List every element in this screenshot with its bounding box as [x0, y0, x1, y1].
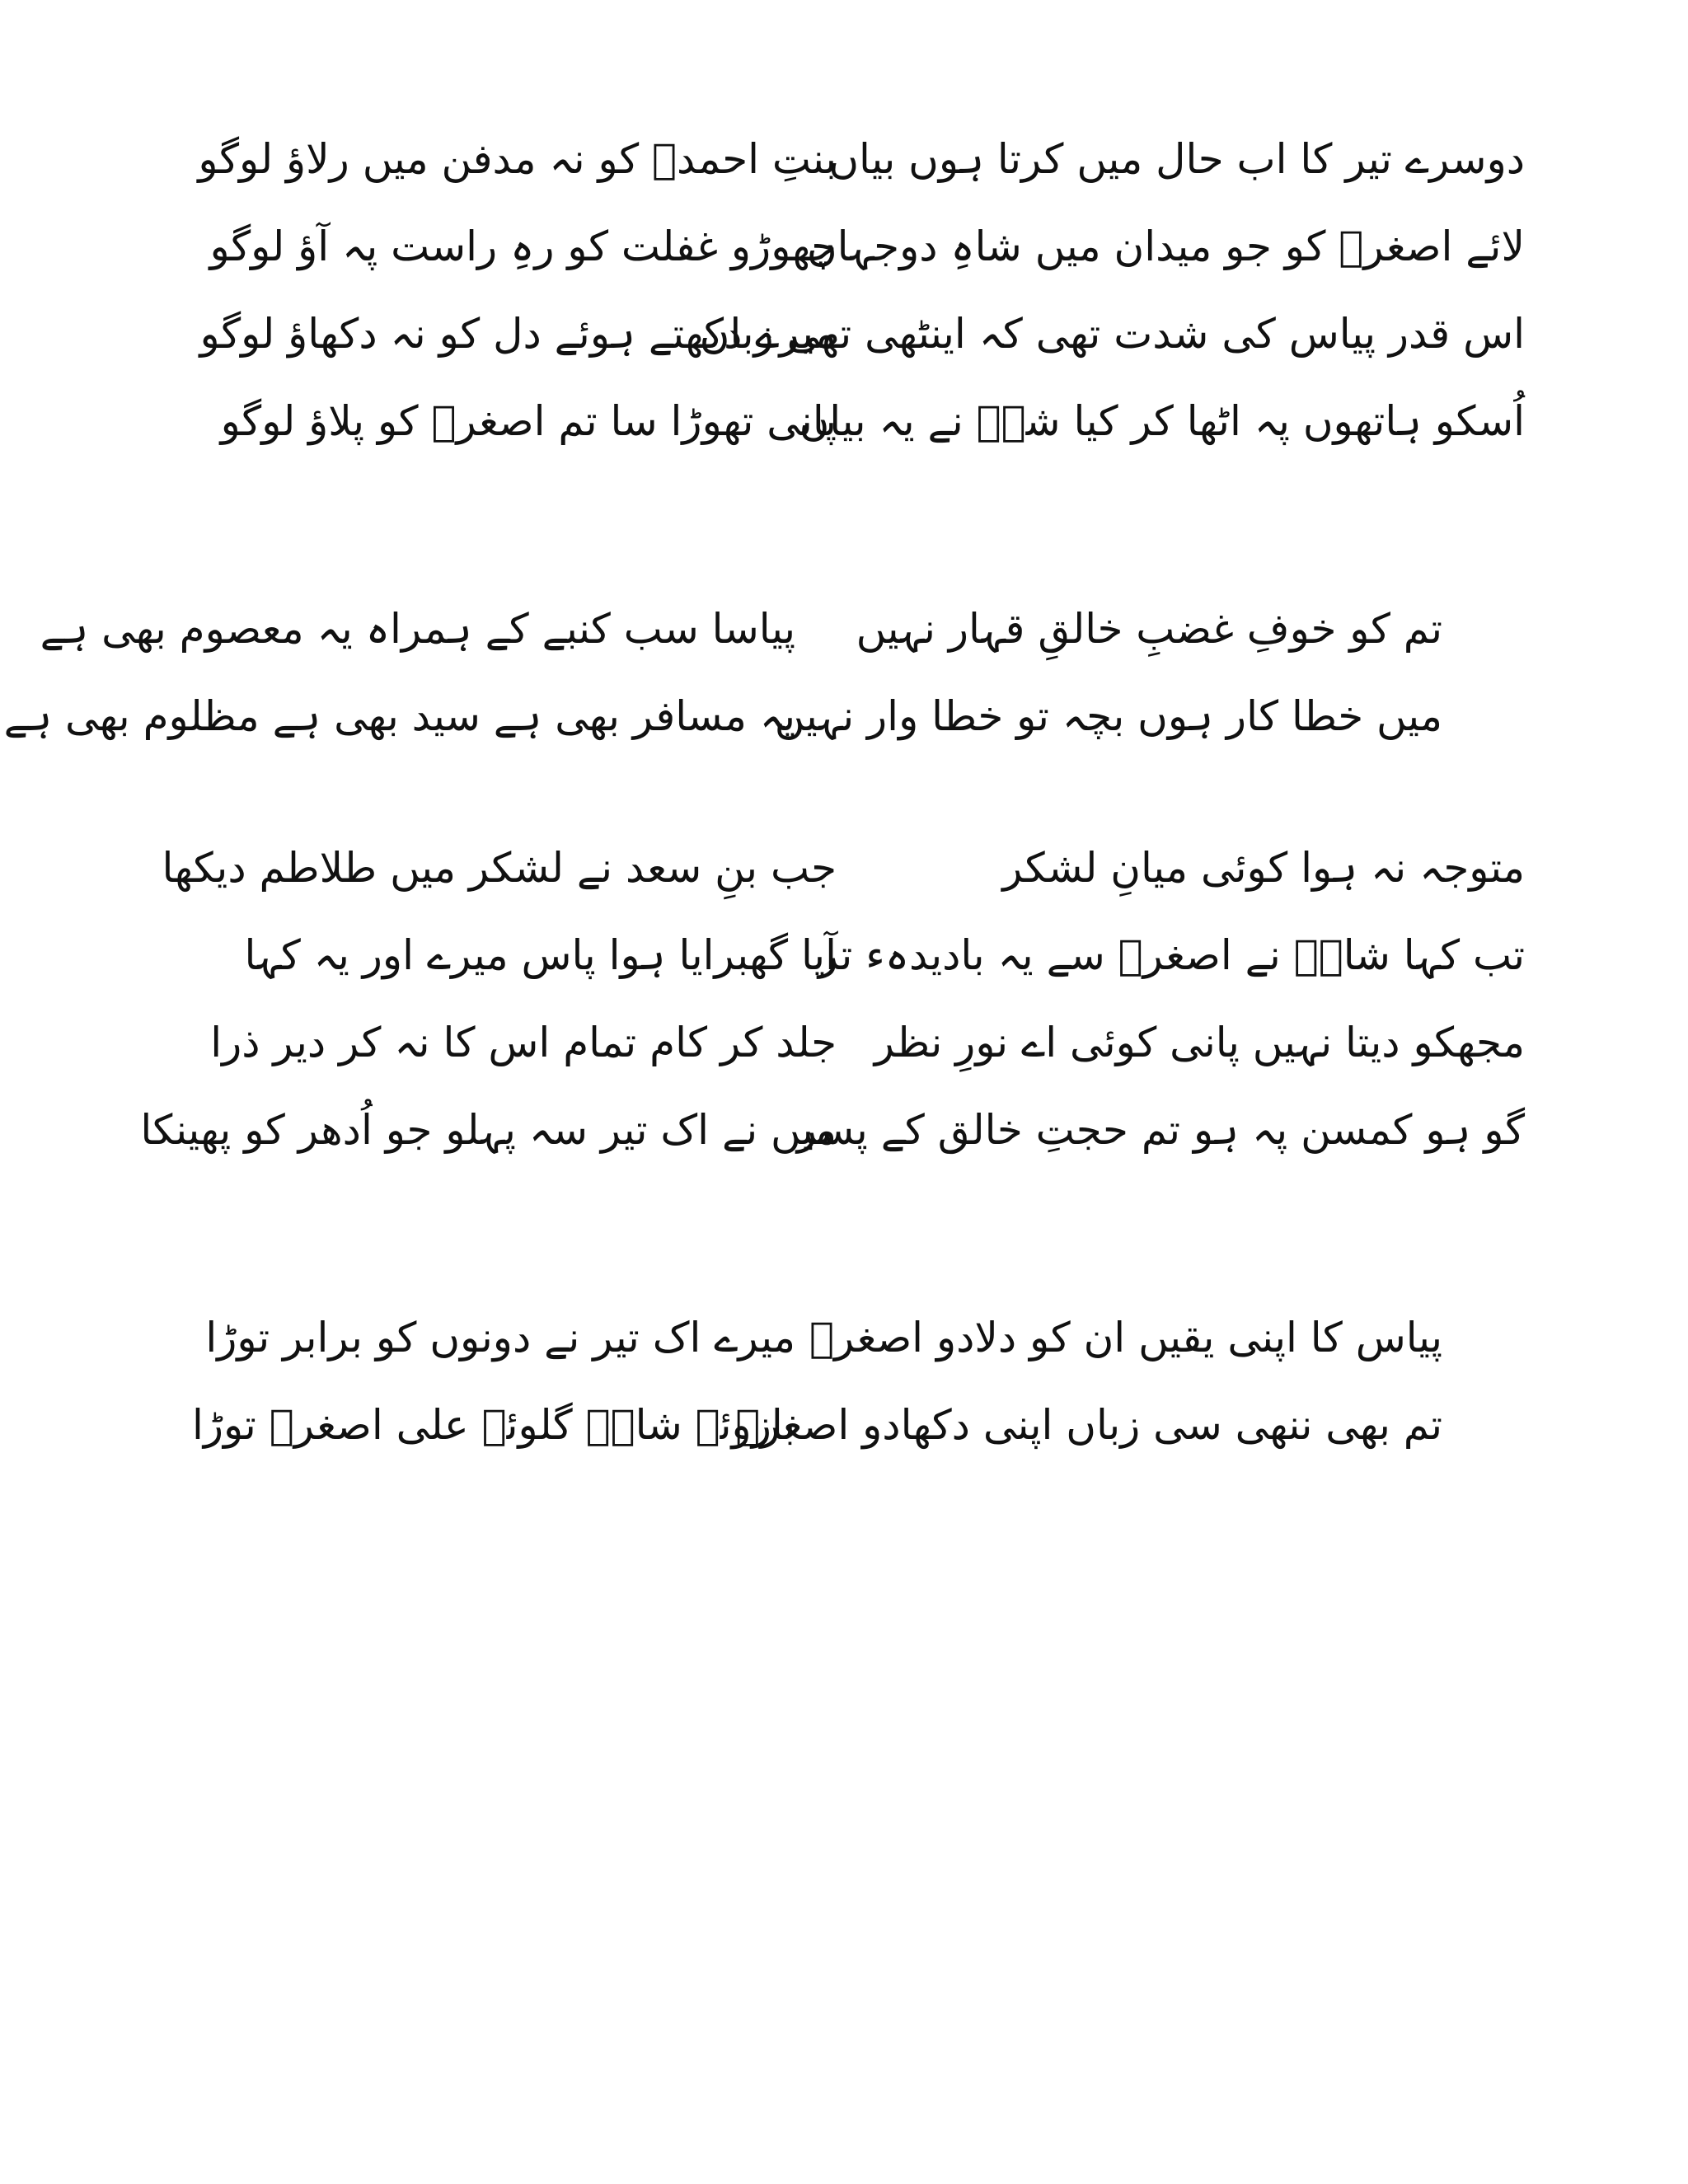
second-hemistich: بازوئے شاہؑ گلوئے علی اصغرؑ توڑا — [192, 1401, 795, 1449]
verse-line — [165, 999, 1525, 1086]
verse-line — [140, 1086, 1525, 1174]
stanza-3 — [140, 824, 1525, 1174]
second-hemistich: جلد کر کام تمام اس کا نہ کر دیر ذرا — [210, 1019, 837, 1066]
first-hemistich: تم بھی ننھی سی زباں اپنی دکھادو اصغرؑ — [735, 1401, 1442, 1449]
second-hemistich: آیا گھبرایا ہوا پاس میرے اور یہ کہا — [244, 931, 837, 979]
first-hemistich: متوجہ نہ ہوا کوئی میانِ لشکر — [1002, 844, 1525, 892]
second-hemistich: چھوڑو غفلت کو رہِ راست پہ آؤ لوگو — [209, 223, 837, 270]
verse-line — [40, 585, 1442, 673]
second-hemistich: پانی تھوڑا سا تم اصغرؑ کو پلاؤ لوگو — [220, 397, 837, 445]
verse-line — [91, 1381, 1442, 1469]
first-hemistich: اُسکو ہاتھوں پہ اٹھا کر کیا شہؑ نے یہ بیاں — [799, 397, 1525, 445]
verse-line — [165, 912, 1525, 999]
first-hemistich: دوسرے تیر کا اب حال میں کرتا ہوں بیاں — [828, 135, 1525, 183]
first-hemistich: میں خطا کار ہوں بچہ تو خطا وار نہیں — [774, 692, 1442, 740]
second-hemistich: میرے اک تیر نے دونوں کو برابر توڑا — [205, 1314, 795, 1361]
second-hemistich: بنتِ احمدؐ کو نہ مدفن میں رلاؤ لوگو — [198, 135, 837, 183]
verse-line — [162, 824, 1525, 912]
stanza-4 — [91, 1294, 1442, 1469]
verse-line — [3, 673, 1442, 760]
first-hemistich: تب کہا شاہؑ نے اصغرؑ سے یہ بادیدہء تر — [818, 931, 1525, 979]
verse-line — [165, 115, 1525, 203]
second-hemistich: جب بنِ سعد نے لشکر میں طلاطم دیکھا — [162, 844, 837, 892]
first-hemistich: گو ہو کمسن پہ ہو تم حجتِ خالق کے پسر — [796, 1106, 1525, 1154]
second-hemistich: میرے دکھتے ہوئے دل کو نہ دکھاؤ لوگو — [199, 310, 837, 358]
verse-line — [165, 290, 1525, 377]
second-hemistich: یہ مسافر بھی ہے سید بھی ہے مظلوم بھی ہے — [3, 692, 795, 740]
verse-line — [165, 377, 1525, 465]
stanza-1 — [165, 115, 1525, 465]
verse-line — [91, 1294, 1442, 1381]
first-hemistich: تم کو خوفِ غضبِ خالقِ قہار نہیں — [856, 605, 1442, 653]
verse-line — [165, 203, 1525, 290]
first-hemistich: اس قدر پیاس کی شدت تھی کہ اینٹھی تھی زباں — [699, 310, 1525, 358]
second-hemistich: پیاسا سب کنبے کے ہمراہ یہ معصوم بھی ہے — [40, 605, 795, 653]
first-hemistich: لائے اصغرؑ کو جو میدان میں شاہِ دوجہاں — [806, 223, 1525, 270]
stanza-2 — [3, 585, 1442, 760]
first-hemistich: پیاس کا اپنی یقیں ان کو دلادو اصغرؑ — [809, 1314, 1442, 1361]
second-hemistich: میں نے اک تیر سہ پہلو جو اُدھر کو پھینکا — [140, 1106, 837, 1154]
first-hemistich: مجھکو دیتا نہیں پانی کوئی اے نورِ نظر — [874, 1019, 1525, 1066]
